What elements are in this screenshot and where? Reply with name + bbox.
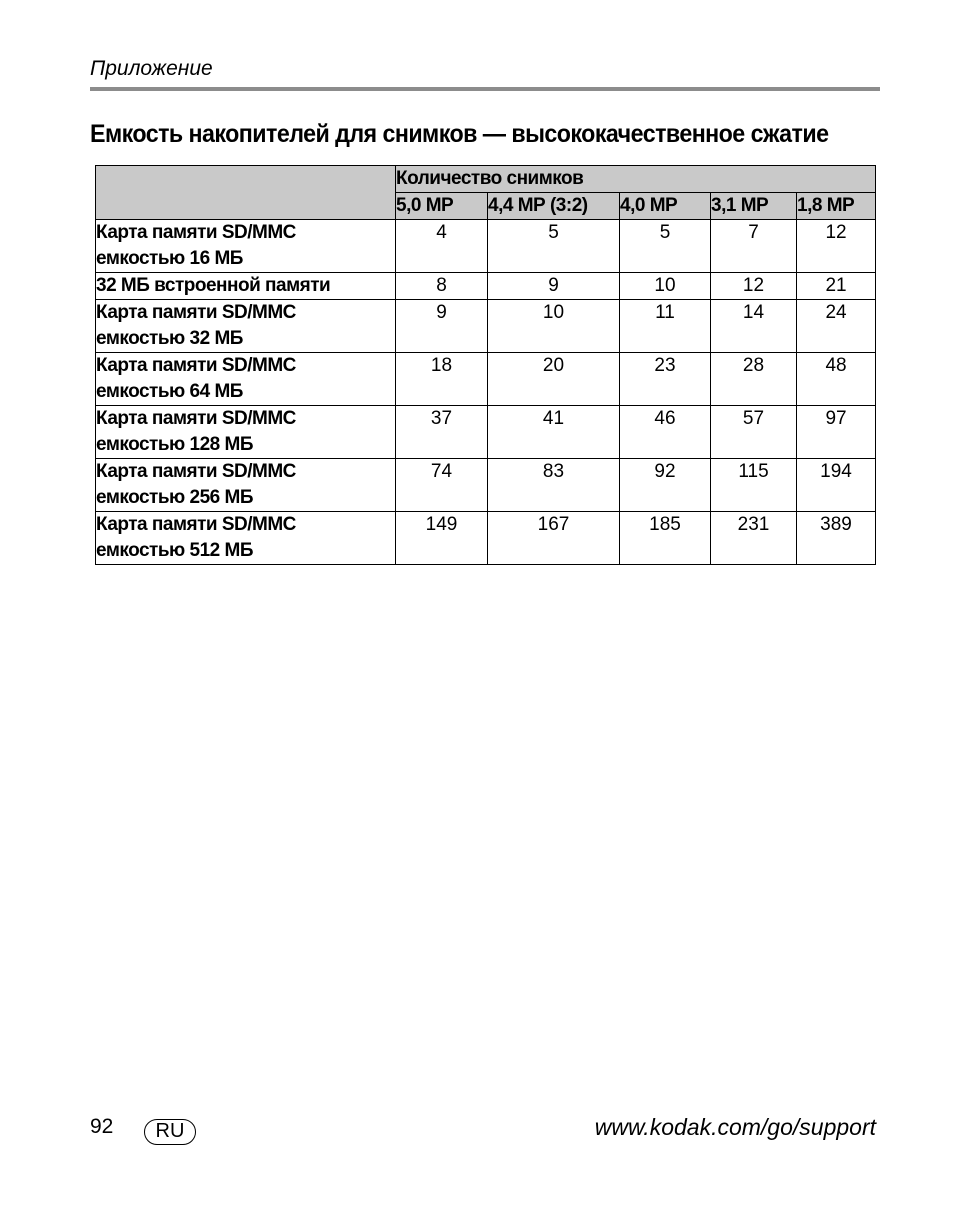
table-cell: 28 — [711, 353, 797, 406]
table-cell: 21 — [797, 273, 876, 300]
capacity-table — [95, 165, 876, 565]
table-cell: 11 — [620, 300, 711, 353]
table-cell: 149 — [396, 512, 488, 565]
header-rule — [90, 87, 880, 91]
table-cell: 18 — [396, 353, 488, 406]
table-cell: 4 — [396, 220, 488, 273]
table-cell: 23 — [620, 353, 711, 406]
section-label: Приложение — [90, 57, 213, 80]
table-cell: 20 — [488, 353, 620, 406]
table-cell: 231 — [711, 512, 797, 565]
support-url: www.kodak.com/go/support — [594, 1114, 876, 1140]
table-cell: 194 — [797, 459, 876, 512]
table-cell: 5 — [620, 220, 711, 273]
table-cell: 9 — [488, 273, 620, 300]
page-number: 92 — [90, 1115, 114, 1138]
table-row — [96, 273, 876, 300]
table-row — [96, 459, 876, 512]
column-header: 5,0 МР — [396, 193, 488, 220]
table-cell: 83 — [488, 459, 620, 512]
row-label: Карта памяти SD/MMC емкостью 64 МБ — [96, 353, 396, 406]
table-cell: 12 — [797, 220, 876, 273]
table-row — [96, 406, 876, 459]
row-label: Карта памяти SD/MMC емкостью 512 МБ — [96, 512, 396, 565]
column-header: 3,1 МР — [711, 193, 797, 220]
table-cell: 24 — [797, 300, 876, 353]
table-cell: 46 — [620, 406, 711, 459]
table-cell: 5 — [488, 220, 620, 273]
table-cell: 74 — [396, 459, 488, 512]
page-title: Емкость накопителей для снимков — высококачественное сжатие — [90, 120, 829, 148]
row-label: Карта памяти SD/MMC емкостью 256 МБ — [96, 459, 396, 512]
column-header: 4,0 МР — [620, 193, 711, 220]
group-header: Количество снимков — [396, 166, 876, 193]
table-cell: 185 — [620, 512, 711, 565]
table-cell: 10 — [488, 300, 620, 353]
column-header: 1,8 МР — [797, 193, 876, 220]
table-cell: 97 — [797, 406, 876, 459]
table-cell: 7 — [711, 220, 797, 273]
table-cell: 57 — [711, 406, 797, 459]
column-header: 4,4 МР (3:2) — [488, 193, 620, 220]
table-cell: 167 — [488, 512, 620, 565]
language-badge: RU — [144, 1119, 196, 1145]
table-cell: 48 — [797, 353, 876, 406]
table-cell: 9 — [396, 300, 488, 353]
table-cell: 41 — [488, 406, 620, 459]
table-cell: 10 — [620, 273, 711, 300]
table-row — [96, 353, 876, 406]
table-cell: 37 — [396, 406, 488, 459]
table-row — [96, 220, 876, 273]
row-label: Карта памяти SD/MMC емкостью 32 МБ — [96, 300, 396, 353]
table-cell: 12 — [711, 273, 797, 300]
row-label: Карта памяти SD/MMC емкостью 16 МБ — [96, 220, 396, 273]
row-label: Карта памяти SD/MMC емкостью 128 МБ — [96, 406, 396, 459]
table-cell: 8 — [396, 273, 488, 300]
table-cell: 92 — [620, 459, 711, 512]
table-cell: 389 — [797, 512, 876, 565]
table-cell: 14 — [711, 300, 797, 353]
table-row — [96, 512, 876, 565]
table-corner-cell — [96, 166, 396, 220]
table-row — [96, 300, 876, 353]
row-label: 32 МБ встроенной памяти — [96, 273, 396, 300]
table-cell: 115 — [711, 459, 797, 512]
